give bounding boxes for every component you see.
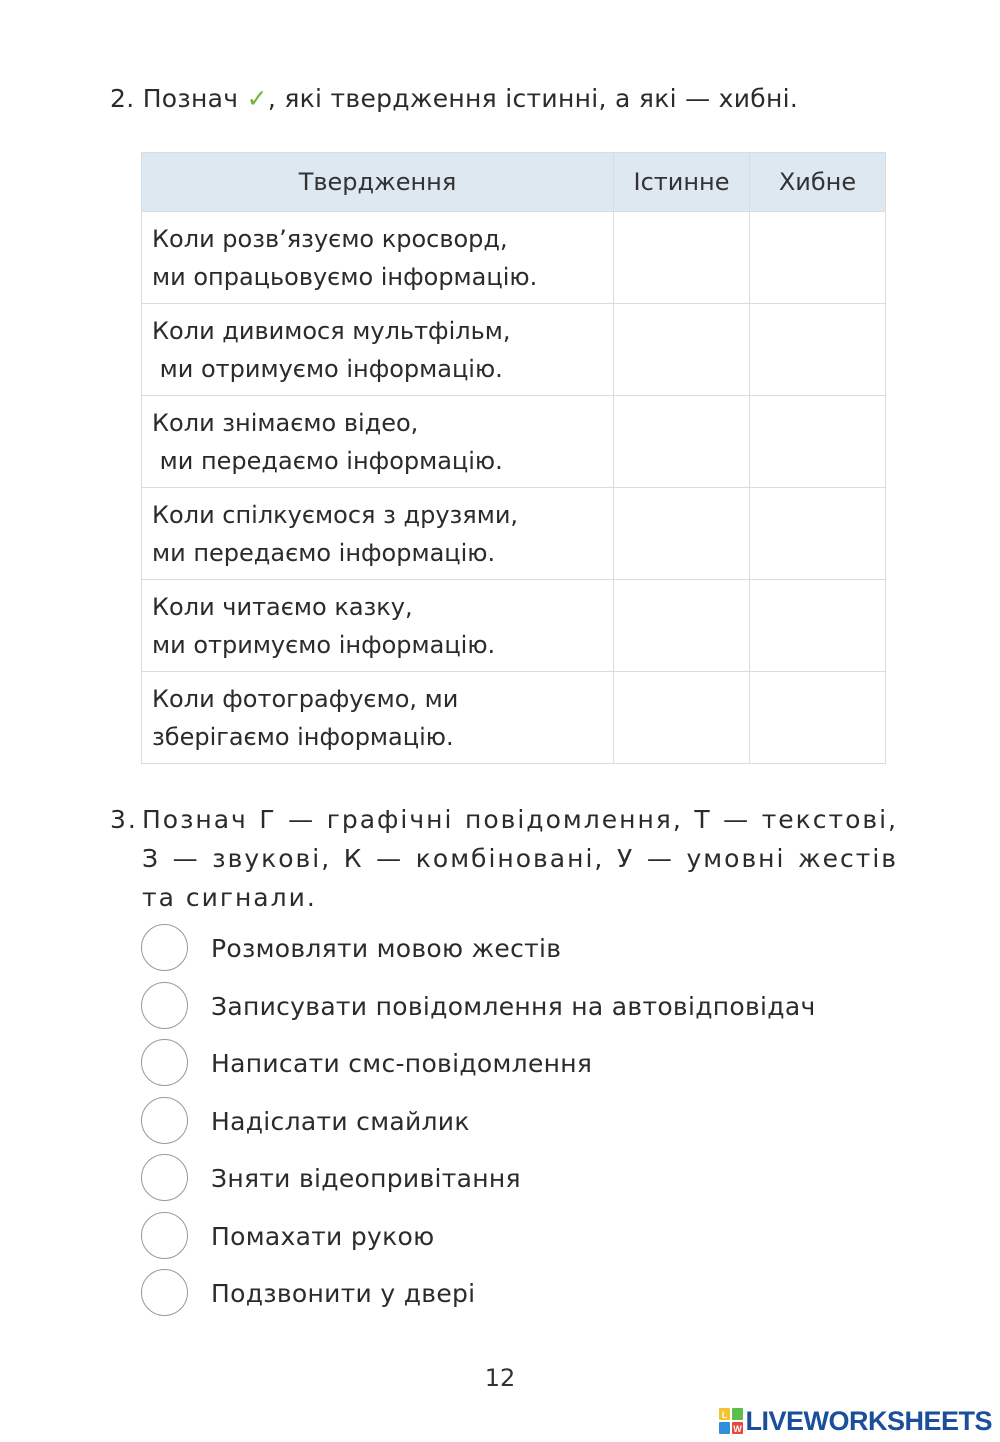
statement-line: ми отримуємо інформацію. bbox=[152, 630, 496, 659]
answer-cell-true[interactable] bbox=[614, 672, 750, 764]
statement-line: Коли фотографуємо, ми bbox=[152, 684, 459, 713]
answer-cell-true[interactable] bbox=[614, 212, 750, 304]
svg-text:W: W bbox=[733, 1424, 743, 1434]
header-true: Істинне bbox=[614, 153, 750, 212]
statement-line: Коли знімаємо відео, bbox=[152, 408, 419, 437]
task-3-heading bbox=[110, 800, 898, 917]
statement-cell bbox=[142, 488, 614, 580]
checkmark-icon: ✓ bbox=[246, 84, 268, 113]
statement-line: ми передаємо інформацію. bbox=[152, 446, 503, 475]
liveworksheets-logo-icon bbox=[719, 1408, 743, 1434]
answer-circle[interactable] bbox=[141, 1097, 188, 1144]
option-label: Зняти відеопривітання bbox=[211, 1164, 521, 1193]
answer-circle[interactable] bbox=[141, 1269, 188, 1316]
task-2-heading bbox=[110, 84, 798, 113]
statement-cell bbox=[142, 212, 614, 304]
option-label: Помахати рукою bbox=[211, 1221, 435, 1251]
table-row bbox=[142, 672, 886, 764]
task-2-text-before: Познач bbox=[142, 84, 247, 113]
task-3-text: Познач Г — графічні повідомлення, Т — текстові, З — звукові, К — комбіновані, У — умовні жестів та сигнали. bbox=[142, 805, 898, 912]
true-false-table bbox=[141, 152, 886, 764]
statement-line: ми передаємо інформацію. bbox=[152, 538, 496, 567]
answer-cell-false[interactable] bbox=[750, 304, 886, 396]
statement-cell bbox=[142, 396, 614, 488]
liveworksheets-brand bbox=[719, 1404, 992, 1438]
table-row bbox=[142, 488, 886, 580]
task-3-number: 3. bbox=[110, 805, 138, 834]
task-2-text-after: , які твердження істинні, а які — хибні. bbox=[267, 84, 799, 113]
answer-circle[interactable] bbox=[141, 1212, 188, 1259]
task-2-number: 2. bbox=[110, 84, 135, 113]
answer-cell-false[interactable] bbox=[750, 580, 886, 672]
statement-line: Коли розв’язуємо кросворд, bbox=[152, 224, 508, 253]
statement-line: Коли дивимося мультфільм, bbox=[152, 316, 511, 345]
statement-line: ми отримуємо інформацію. bbox=[152, 354, 503, 383]
answer-cell-true[interactable] bbox=[614, 580, 750, 672]
statement-line: зберігаємо інформацію. bbox=[152, 722, 454, 751]
statement-cell bbox=[142, 672, 614, 764]
table-row bbox=[142, 304, 886, 396]
answer-circle[interactable] bbox=[141, 924, 188, 971]
option-label: Написати смс-повідомлення bbox=[211, 1049, 593, 1078]
answer-cell-true[interactable] bbox=[614, 304, 750, 396]
answer-cell-true[interactable] bbox=[614, 396, 750, 488]
answer-cell-false[interactable] bbox=[750, 488, 886, 580]
table-row bbox=[142, 580, 886, 672]
statement-cell bbox=[142, 580, 614, 672]
table-header-row bbox=[142, 153, 886, 212]
answer-cell-false[interactable] bbox=[750, 212, 886, 304]
option-label: Подзвонити у двері bbox=[211, 1279, 476, 1308]
statement-cell bbox=[142, 304, 614, 396]
option-label: Розмовляти мовою жестів bbox=[211, 934, 562, 963]
header-false: Хибне bbox=[750, 153, 886, 212]
answer-cell-false[interactable] bbox=[750, 672, 886, 764]
statement-line: Коли читаємо казку, bbox=[152, 592, 413, 621]
header-statement: Твердження bbox=[142, 153, 614, 212]
answer-cell-false[interactable] bbox=[750, 396, 886, 488]
statement-line: Коли спілкуємося з друзями, bbox=[152, 500, 519, 529]
answer-circle[interactable] bbox=[141, 1039, 188, 1086]
answer-circle[interactable] bbox=[141, 982, 188, 1029]
page-number: 12 bbox=[484, 1364, 516, 1392]
option-label: Записувати повідомлення на автовідповідач bbox=[211, 991, 816, 1021]
answer-circle[interactable] bbox=[141, 1154, 188, 1201]
liveworksheets-text: LIVEWORKSHEETS bbox=[745, 1405, 992, 1436]
statement-line: ми опрацьовуємо інформацію. bbox=[152, 262, 538, 291]
option-label: Надіслати смайлик bbox=[211, 1106, 470, 1136]
answer-cell-true[interactable] bbox=[614, 488, 750, 580]
svg-text:L: L bbox=[722, 1410, 728, 1420]
table-row bbox=[142, 212, 886, 304]
table-row bbox=[142, 396, 886, 488]
